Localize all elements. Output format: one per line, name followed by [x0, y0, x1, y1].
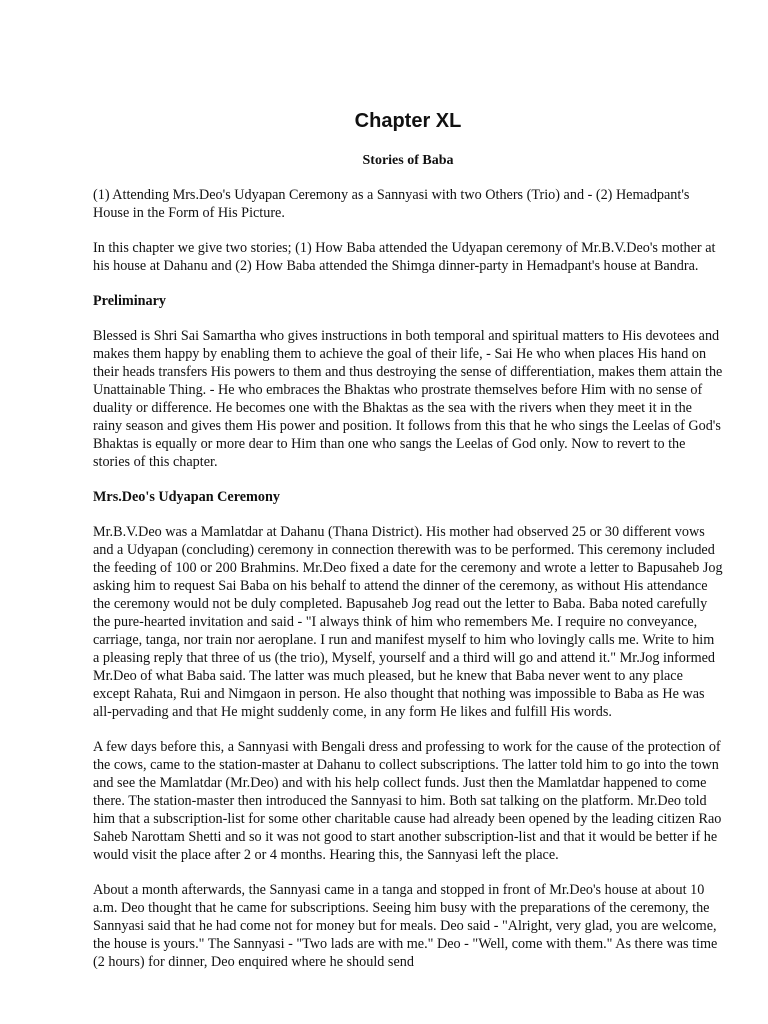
paragraph: A few days before this, a Sannyasi with Bengali dress and professing to work for the cause of the protection of the cows, came to the station-master at Dahanu to collect subscriptions. The latter told him to go into the town and see the Mamlatdar (Mr.Deo) and with his help collect funds. Just then the Mamlatdar happened to come there. The station-master then introduced the Sannyasi to him. Both sat talking on the platform. Mr.Deo told him that a subscription-list for some other charitable cause had already been opened by the leading citizen Rao Saheb Narottam Shetti and so it was not good to start another subscription-list and that it would be better if he would visit the place after 2 or 4 months. Hearing this, the Sannyasi left the place.: [93, 739, 722, 863]
chapter-subtitle: Stories of Baba: [362, 153, 454, 168]
section-heading-preliminary: Preliminary: [93, 293, 167, 309]
paragraph: About a month afterwards, the Sannyasi came in a tanga and stopped in front of Mr.Deo's house at about 10 a.m. Deo thought that he came for subscriptions. Seeing him busy with the preparations of the ceremony, the Sannyasi said that he had come not for money but for meals. Deo said - "Alright, very glad, you are welcome, the house is yours." The Sannyasi - "Two lads are with me." Deo - "Well, come with them." As there was time (2 hours) for dinner, Deo enquired where he should send: [93, 882, 718, 970]
paragraph: Mr.B.V.Deo was a Mamlatdar at Dahanu (Thana District). His mother had observed 25 or 30 different vows and a Udyapan (concluding) ceremony in connection therewith was to be performed. This ceremony included the feeding of 100 or 200 Brahmins. Mr.Deo fixed a date for the ceremony and wrote a letter to Bapusaheb Jog asking him to request Sai Baba on his behalf to attend the dinner of the ceremony, as without His attendance the ceremony would not be duly completed. Bapusaheb Jog read out the letter to Baba. Baba noted carefully the pure-hearted invitation and said - "I always think of him who remembers Me. I require no conveyance, carriage, tanga, nor train nor aeroplane. I run and manifest myself to him who lovingly calls me. Write to him a pleasing reply that three of us (the trio), Myself, yourself and a third will go and attend it." Mr.Jog informed Mr.Deo of what Baba said. The latter was much pleased, but he knew that Baba never went to any place except Rahata, Rui and Nimgaon in person. He also thought that nothing was impossible to Baba as He was all-pervading and that He might suddenly come, in any form He likes and fulfill His words.: [93, 524, 723, 720]
document-page: [93, 108, 723, 988]
section-heading-udyapan-ceremony: Mrs.Deo's Udyapan Ceremony: [93, 489, 280, 505]
chapter-title: Chapter XL: [354, 110, 462, 132]
chapter-summary: (1) Attending Mrs.Deo's Udyapan Ceremony as a Sannyasi with two Others (Trio) and - (2) Hemadpant's House in the Form of His Picture.: [93, 187, 690, 221]
chapter-intro: In this chapter we give two stories; (1) How Baba attended the Udyapan ceremony of Mr.B.V.Deo's mother at his house at Dahanu and (2) How Baba attended the Shimga dinner-party in Hemadpant's house at Bandra.: [93, 240, 716, 274]
paragraph: Blessed is Shri Sai Samartha who gives instructions in both temporal and spiritual matters to His devotees and makes them happy by enabling them to achieve the goal of their life, - Sai He who when places His hand on their heads transfers His powers to them and thus destroying the sense of differentiation, makes them attain the Unattainable Thing. - He who embraces the Bhaktas who prostrate themselves before Him with no sense of duality or difference. He becomes one with the Bhaktas as the sea with the rivers when they meet it in the rainy season and gives them His power and position. It follows from this that he who sings the Leelas of God's Bhaktas is equally or more dear to Him than one who sangs the Leelas of God only. Now to revert to the stories of this chapter.: [93, 328, 723, 470]
